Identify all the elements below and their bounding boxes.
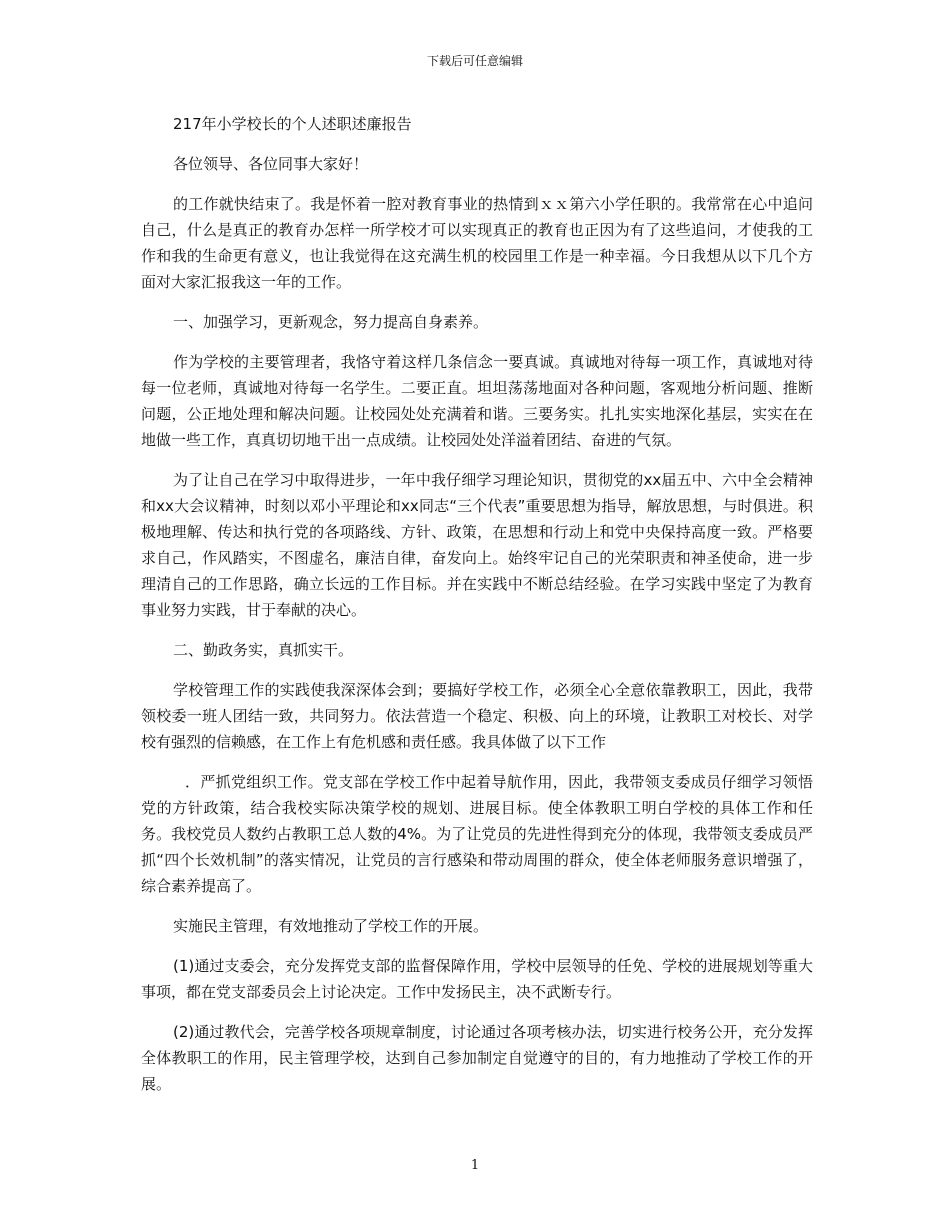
paragraph-intro: 的工作就快结束了。我是怀着一腔对教育事业的热情到ｘｘ第六小学任职的。我常常在心中追问自己，什么是真正的教育办怎样一所学校才可以实现真正的教育也正因为有了这些追问，才使我的工作和我的生命更有意义，也让我觉得在这充满生机的校园里工作是一种幸福。今日我想从以下几个方面对大家汇报我这一年的工作。: [141, 195, 813, 291]
page-number: 1: [470, 1158, 480, 1173]
page-header: 下载后可任意编辑: [426, 54, 523, 68]
paragraph-study: 为了让自己在学习中取得进步，一年中我仔细学习理论知识，贯彻党的xx届五中、六中全会精神和xx大会议精神，时刻以邓小平理论和xx同志“三个代表”重要思想为指导，解放思想，与时俱进。积极地理解、传达和执行党的各项路线、方针、政策，在思想和行动上和党中央保持高度一致。严格要求自己，作风踏实，不图虚名，廉洁自律，奋发向上。始终牢记自己的光荣职责和神圣使命，进一步理清自己的工作思路，确立长远的工作目标。并在实践中不断总结经验。在学习实践中坚定了为教育事业努力实践，甘于奉献的决心。: [141, 471, 813, 619]
paragraph-party-work: ．严抓党组织工作。党支部在学校工作中起着导航作用，因此，我带领支委成员仔细学习领悟党的方针政策，结合我校实际决策学校的规划、进展目标。使全体教职工明白学校的具体工作和任务。我校党员人数约占教职工总人数的4%。为了让党员的先进性得到充分的体现，我带领支委成员严抓“四个长效机制”的落实情况，让党员的言行感染和带动周围的群众，使全体老师服务意识增强了，综合素养提高了。: [141, 773, 813, 895]
section-heading-2: 二、勤政务实，真抓实干。: [173, 641, 354, 659]
greeting: 各位领导、各位同事大家好！: [173, 155, 369, 173]
paragraph-beliefs: 作为学校的主要管理者，我恪守着这样几条信念一要真诚。真诚地对待每一项工作，真诚地对待每一位老师，真诚地对待每一名学生。二要正直。坦坦荡荡地面对各种问题，客观地分析问题、推断问题，公正地处理和解决问题。让校园处处充满着和谐。三要务实。扎扎实实地深化基层，实实在在地做一些工作，真真切切地干出一点成绩。让校园处处洋溢着团结、奋进的气氛。: [141, 353, 813, 449]
paragraph-management: 学校管理工作的实践使我深深体会到；要搞好学校工作，必须全心全意依靠教职工，因此，我带领校委一班人团结一致，共同努力。依法营造一个稳定、积极、向上的环境，让教职工对校长、对学校有强烈的信赖感，在工作上有危机感和责任感。我具体做了以下工作: [141, 681, 813, 751]
document-body: [141, 111, 813, 1097]
section-heading-1: 一、加强学习，更新观念，努力提高自身素养。: [173, 313, 489, 331]
paragraph-democracy: 实施民主管理，有效地推动了学校工作的开展。: [173, 917, 489, 935]
document-title: 217年小学校长的个人述职述廉报告: [173, 115, 412, 133]
list-item-2: (2)通过教代会，完善学校各项规章制度，讨论通过各项考核办法，切实进行校务公开，充分发挥全体教职工的作用，民主管理学校，达到自己参加制定自觉遵守的目的，有力地推动了学校工作的开展。: [141, 1023, 813, 1093]
list-item-1: (1)通过支委会，充分发挥党支部的监督保障作用，学校中层领导的任免、学校的进展规划等重大事项，都在党支部委员会上讨论决定。工作中发扬民主，决不武断专行。: [141, 957, 813, 1001]
